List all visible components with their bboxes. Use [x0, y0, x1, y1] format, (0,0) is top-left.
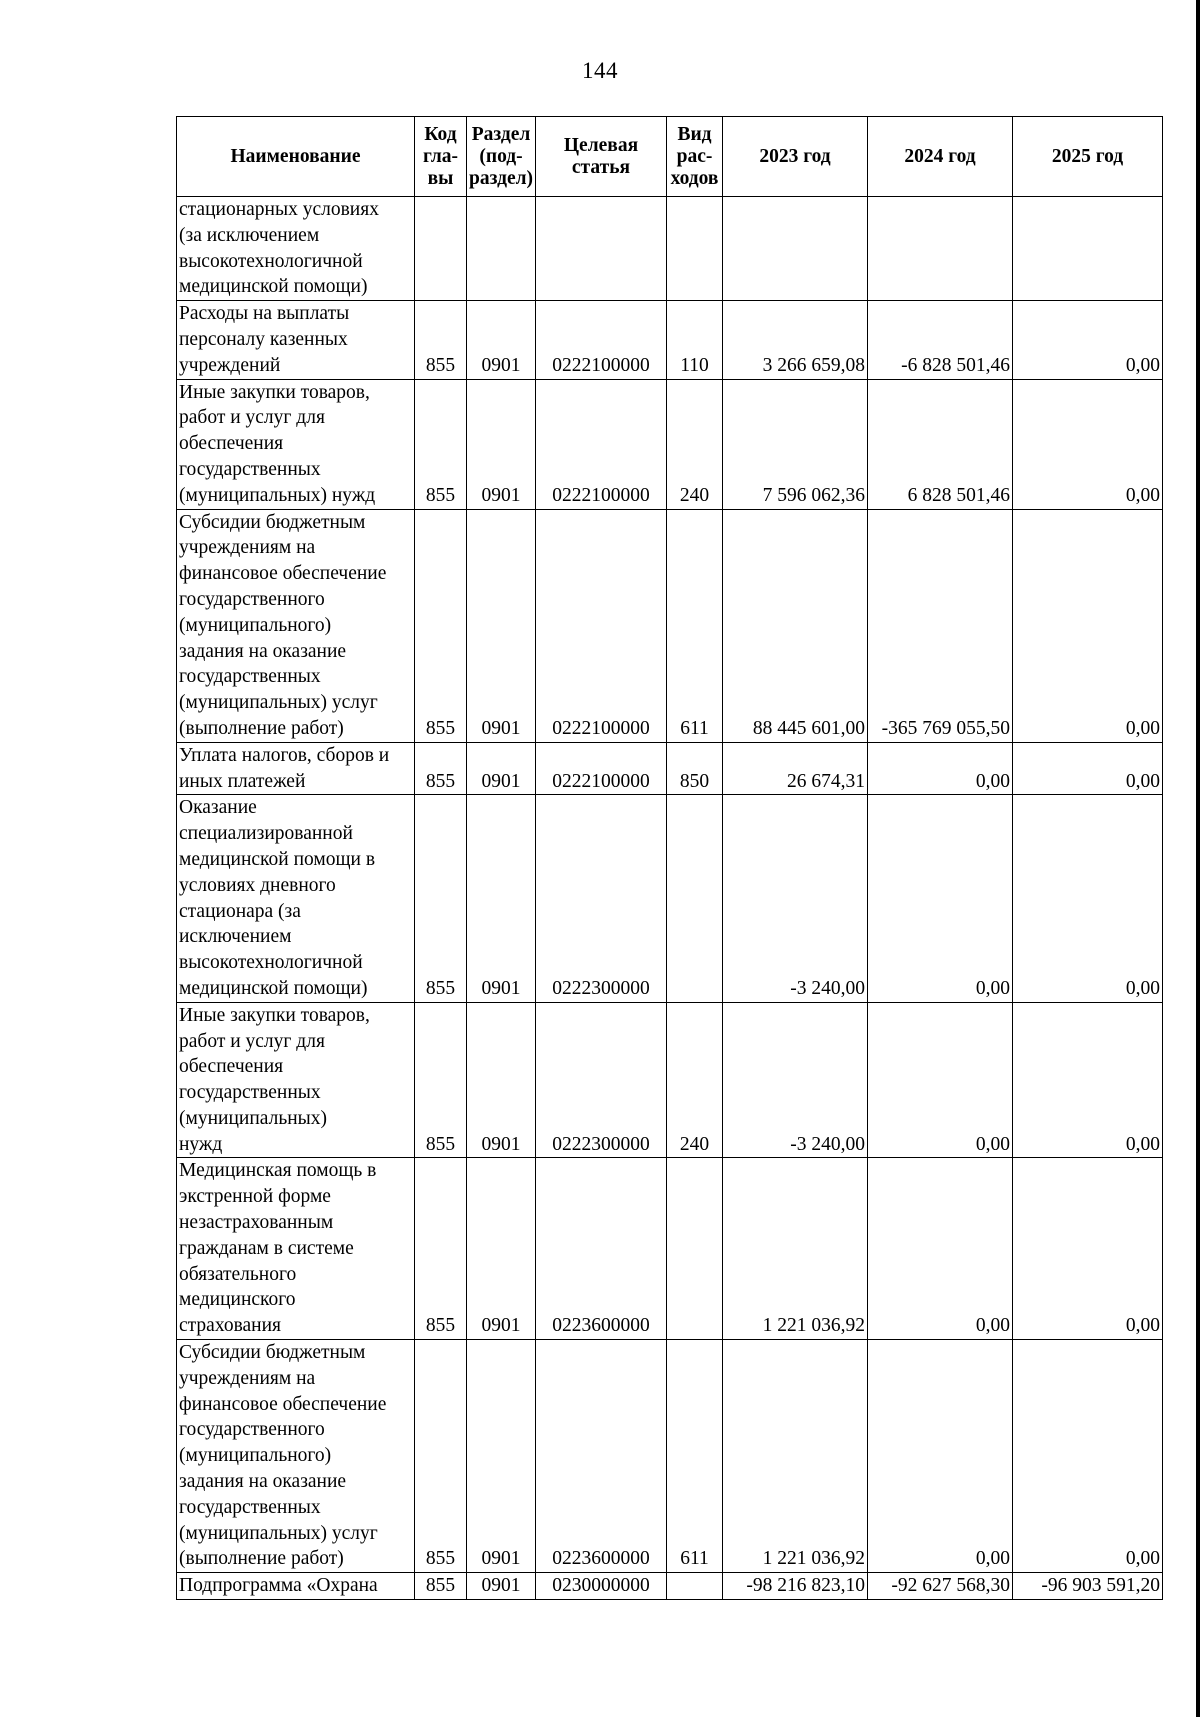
cell-2023: 1 221 036,92 — [723, 1340, 868, 1573]
header-name: Наименование — [177, 117, 415, 197]
cell-chapter-code: 855 — [415, 1002, 467, 1158]
cell-name-line: задания на оказание — [179, 640, 347, 662]
table-row — [177, 1340, 1163, 1573]
cell-2023 — [723, 197, 868, 301]
cell-2023: 3 266 659,08 — [723, 301, 868, 379]
cell-name-line: Расходы на выплаты — [179, 303, 350, 325]
cell-name-line: Субсидии бюджетным — [179, 1342, 366, 1364]
table-row — [177, 742, 1163, 795]
cell-expense-type — [667, 795, 723, 1002]
cell-name-line: обеспечения — [179, 1056, 284, 1078]
table-header-row — [177, 117, 1163, 197]
cell-name-line: учреждениям на — [179, 1367, 316, 1389]
cell-name — [177, 742, 415, 795]
cell-2024: 0,00 — [868, 1158, 1013, 1340]
cell-2023: 26 674,31 — [723, 742, 868, 795]
cell-name-line: работ и услуг для — [179, 1030, 325, 1052]
cell-2024: -6 828 501,46 — [868, 301, 1013, 379]
cell-name-line: Субсидии бюджетным — [179, 511, 366, 533]
cell-name-line: учреждений — [179, 354, 281, 376]
header-expense-type — [667, 117, 723, 197]
cell-chapter-code: 855 — [415, 742, 467, 795]
header-section-line: раздел) — [469, 167, 534, 189]
cell-name-line: Иные закупки товаров, — [179, 1004, 370, 1026]
cell-name-line: специализированной — [179, 823, 353, 845]
cell-2025: 0,00 — [1013, 742, 1163, 795]
header-target-article-line: статья — [571, 156, 631, 178]
cell-2023: -3 240,00 — [723, 1002, 868, 1158]
cell-name-line: государственных — [179, 1496, 321, 1518]
cell-name-line: высокотехнологичной — [179, 250, 363, 272]
table-row — [177, 795, 1163, 1002]
cell-name-line: персоналу казенных — [179, 328, 348, 350]
cell-name — [177, 1002, 415, 1158]
cell-name-line: (за исключением — [179, 224, 320, 246]
cell-name-line: (муниципального) — [179, 614, 332, 636]
cell-name-line: иных платежей — [179, 770, 306, 792]
cell-name-line: экстренной форме — [179, 1186, 331, 1208]
page-number: 144 — [582, 58, 618, 83]
cell-2025: 0,00 — [1013, 1340, 1163, 1573]
cell-expense-type: 611 — [667, 509, 723, 742]
cell-chapter-code: 855 — [415, 1158, 467, 1340]
cell-chapter-code: 855 — [415, 379, 467, 509]
cell-2025: 0,00 — [1013, 1002, 1163, 1158]
cell-chapter-code: 855 — [415, 795, 467, 1002]
cell-name-line: финансовое обеспечение — [179, 1393, 387, 1415]
cell-section: 0901 — [467, 1002, 536, 1158]
cell-name — [177, 197, 415, 301]
cell-name — [177, 795, 415, 1002]
table-row — [177, 1158, 1163, 1340]
cell-name-line: (муниципальных) услуг — [179, 692, 378, 714]
cell-target-article: 0230000000 — [536, 1573, 667, 1600]
cell-target-article: 0223600000 — [536, 1340, 667, 1573]
cell-target-article: 0222300000 — [536, 1002, 667, 1158]
cell-name-line: медицинского — [179, 1289, 296, 1311]
header-chapter-code-line: Код — [424, 123, 457, 145]
cell-name-line: (муниципального) — [179, 1445, 332, 1467]
cell-name-line: учреждениям на — [179, 537, 316, 559]
cell-section — [467, 197, 536, 301]
cell-target-article — [536, 197, 667, 301]
cell-section: 0901 — [467, 1573, 536, 1600]
cell-expense-type: 611 — [667, 1340, 723, 1573]
cell-2025: 0,00 — [1013, 379, 1163, 509]
cell-expense-type: 110 — [667, 301, 723, 379]
cell-expense-type — [667, 1573, 723, 1600]
cell-name-line: государственного — [179, 1419, 325, 1441]
cell-target-article: 0222100000 — [536, 742, 667, 795]
cell-section: 0901 — [467, 379, 536, 509]
cell-chapter-code: 855 — [415, 1573, 467, 1600]
table-body — [177, 197, 1163, 1600]
cell-2024: 0,00 — [868, 1002, 1013, 1158]
cell-name-line: страхования — [179, 1315, 282, 1337]
table-row — [177, 197, 1163, 301]
cell-name-line: (муниципальных) — [179, 1107, 327, 1129]
cell-name-line: незастрахованным — [179, 1212, 334, 1234]
cell-expense-type: 240 — [667, 379, 723, 509]
cell-2023: 7 596 062,36 — [723, 379, 868, 509]
cell-expense-type: 850 — [667, 742, 723, 795]
cell-name-line: Иные закупки товаров, — [179, 381, 370, 403]
header-chapter-code-line: вы — [427, 167, 454, 189]
header-chapter-code — [415, 117, 467, 197]
cell-2025 — [1013, 197, 1163, 301]
cell-2024: 0,00 — [868, 742, 1013, 795]
cell-2024: 0,00 — [868, 795, 1013, 1002]
cell-name-line: работ и услуг для — [179, 407, 325, 429]
table-row — [177, 1573, 1163, 1600]
cell-name — [177, 1340, 415, 1573]
cell-name-line: (муниципальных) нужд — [179, 484, 376, 506]
cell-2025: 0,00 — [1013, 1158, 1163, 1340]
cell-section: 0901 — [467, 509, 536, 742]
cell-name-line: нужд — [179, 1133, 223, 1155]
cell-name-line: государственных — [179, 458, 321, 480]
header-2023: 2023 год — [723, 117, 868, 197]
budget-table — [176, 116, 1163, 1600]
cell-section: 0901 — [467, 1158, 536, 1340]
cell-name-line: (выполнение работ) — [179, 717, 344, 739]
cell-name-line: финансовое обеспечение — [179, 563, 387, 585]
cell-2024: -92 627 568,30 — [868, 1573, 1013, 1600]
cell-name-line: стационарных условиях — [179, 199, 379, 220]
cell-name-line: гражданам в системе — [179, 1237, 354, 1259]
cell-expense-type: 240 — [667, 1002, 723, 1158]
cell-2023: -3 240,00 — [723, 795, 868, 1002]
cell-name — [177, 379, 415, 509]
cell-target-article: 0222100000 — [536, 301, 667, 379]
header-expense-type-line: ходов — [670, 167, 719, 189]
cell-target-article: 0222300000 — [536, 795, 667, 1002]
cell-name — [177, 1158, 415, 1340]
cell-2024: -365 769 055,50 — [868, 509, 1013, 742]
cell-chapter-code — [415, 197, 467, 301]
table-row — [177, 379, 1163, 509]
cell-chapter-code: 855 — [415, 1340, 467, 1573]
cell-2024 — [868, 197, 1013, 301]
cell-name-line: задания на оказание — [179, 1471, 347, 1493]
cell-2023: 88 445 601,00 — [723, 509, 868, 742]
cell-target-article: 0223600000 — [536, 1158, 667, 1340]
cell-name-line: медицинской помощи) — [179, 977, 368, 999]
cell-name-line: Оказание — [179, 797, 257, 819]
cell-name-line: стационара (за — [179, 900, 301, 922]
cell-2023: 1 221 036,92 — [723, 1158, 868, 1340]
cell-name-line: условиях дневного — [179, 874, 336, 896]
cell-chapter-code: 855 — [415, 509, 467, 742]
cell-section: 0901 — [467, 1340, 536, 1573]
cell-name-line: Медицинская помощь в — [179, 1160, 377, 1182]
cell-2025: 0,00 — [1013, 301, 1163, 379]
cell-name-line: обязательного — [179, 1263, 297, 1285]
cell-2024: 0,00 — [868, 1340, 1013, 1573]
header-section-line: Раздел — [471, 123, 531, 145]
cell-name — [177, 509, 415, 742]
cell-chapter-code: 855 — [415, 301, 467, 379]
header-section — [467, 117, 536, 197]
cell-name-line: государственного — [179, 588, 325, 610]
cell-name-line: медицинской помощи) — [179, 276, 368, 298]
cell-section: 0901 — [467, 795, 536, 1002]
table-row — [177, 509, 1163, 742]
header-2025: 2025 год — [1013, 117, 1163, 197]
header-expense-type-line: Вид — [677, 123, 712, 145]
cell-name-line: государственных — [179, 666, 321, 688]
cell-name-line: обеспечения — [179, 433, 284, 455]
cell-expense-type — [667, 197, 723, 301]
cell-expense-type — [667, 1158, 723, 1340]
cell-name-line: медицинской помощи в — [179, 848, 376, 870]
cell-2023: -98 216 823,10 — [723, 1573, 868, 1600]
table-row — [177, 301, 1163, 379]
header-section-line: (под- — [479, 145, 523, 167]
header-expense-type-line: рас- — [676, 145, 713, 167]
cell-name — [177, 301, 415, 379]
cell-2025: 0,00 — [1013, 795, 1163, 1002]
cell-2025: 0,00 — [1013, 509, 1163, 742]
cell-name-line: Уплата налогов, сборов и — [179, 744, 390, 766]
cell-target-article: 0222100000 — [536, 379, 667, 509]
cell-name-line: исключением — [179, 926, 292, 948]
header-2024: 2024 год — [868, 117, 1013, 197]
cell-name-line: высокотехнологичной — [179, 952, 363, 974]
cell-name-line: (выполнение работ) — [179, 1548, 344, 1570]
cell-name — [177, 1573, 415, 1600]
page-edge-line — [1196, 0, 1200, 1717]
header-target-article — [536, 117, 667, 197]
cell-2024: 6 828 501,46 — [868, 379, 1013, 509]
cell-2025: -96 903 591,20 — [1013, 1573, 1163, 1600]
cell-section: 0901 — [467, 742, 536, 795]
cell-target-article: 0222100000 — [536, 509, 667, 742]
header-chapter-code-line: гла- — [422, 145, 459, 167]
header-target-article-line: Целевая — [563, 134, 639, 156]
cell-section: 0901 — [467, 301, 536, 379]
cell-name-line: Подпрограмма «Охрана — [179, 1575, 378, 1597]
cell-name-line: государственных — [179, 1082, 321, 1104]
cell-name-line: (муниципальных) услуг — [179, 1522, 378, 1544]
table-row — [177, 1002, 1163, 1158]
